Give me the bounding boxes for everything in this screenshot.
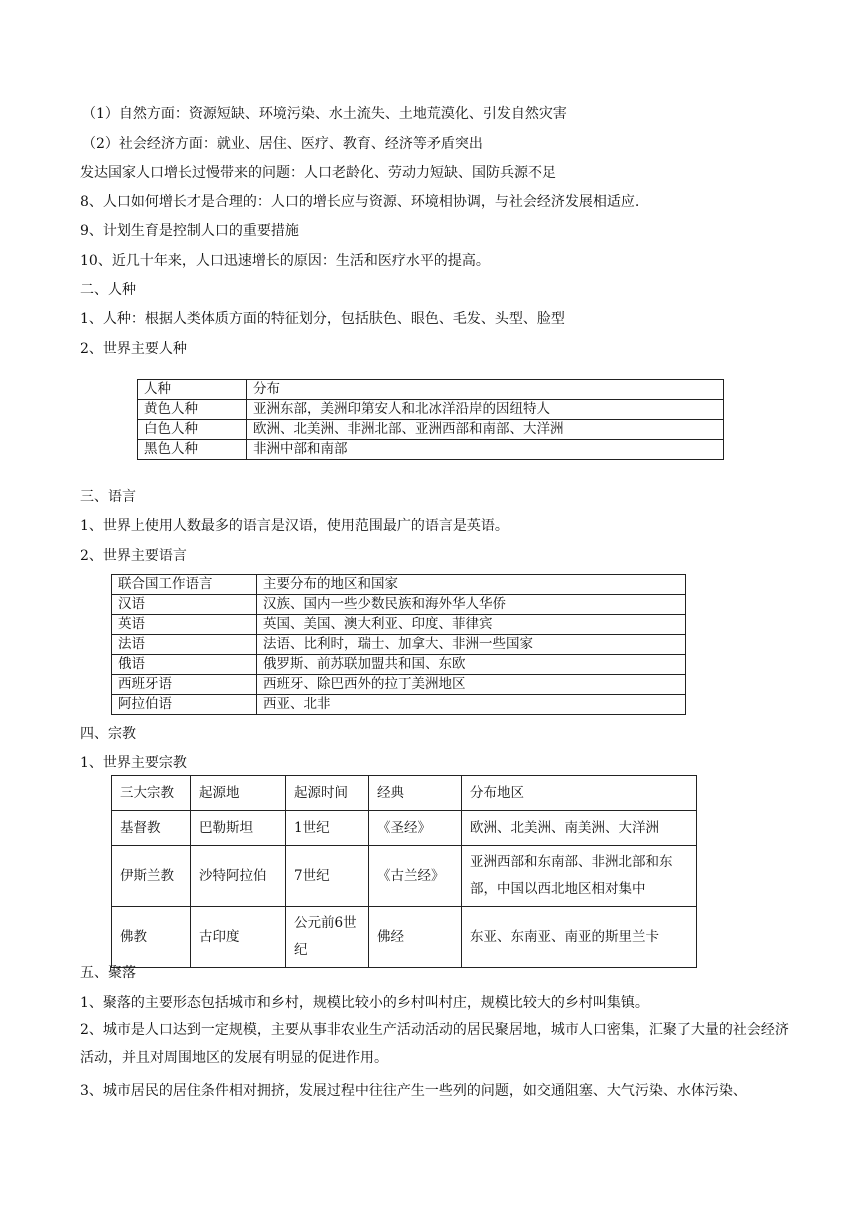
- table-cell: 西班牙、除巴西外的拉丁美洲地区: [257, 675, 686, 695]
- table-row: [112, 655, 686, 675]
- table-row: [138, 420, 724, 440]
- table-cell: 白色人种: [138, 420, 247, 440]
- language-table: [111, 574, 686, 715]
- section-heading: 五、聚落: [80, 965, 136, 981]
- table-cell: 黑色人种: [138, 440, 247, 460]
- table-cell: 非洲中部和南部: [247, 440, 724, 460]
- table-cell: 古印度: [191, 907, 286, 968]
- text-line: 9、计划生育是控制人口的重要措施: [80, 223, 299, 239]
- table-header-cell: 人种: [138, 380, 247, 400]
- table-row: [138, 440, 724, 460]
- table-cell: 亚洲东部，美洲印第安人和北冰洋沿岸的因纽特人: [247, 400, 724, 420]
- text-line: 1、人种：根据人类体质方面的特征划分，包括肤色、眼色、毛发、头型、脸型: [80, 311, 565, 327]
- table-cell: 《圣经》: [369, 811, 462, 846]
- table-row: [112, 846, 697, 907]
- text-line: 1、聚落的主要形态包括城市和乡村，规模比较小的乡村叫村庄，规模比较大的乡村叫集镇。: [80, 995, 649, 1011]
- table-row: [112, 695, 686, 715]
- table-header-row: [112, 776, 697, 811]
- table-row: [138, 400, 724, 420]
- text-line: （1）自然方面：资源短缺、环境污染、水土流失、土地荒漠化、引发自然灾害: [82, 106, 567, 122]
- table-cell: 沙特阿拉伯: [191, 846, 286, 907]
- table-row: [112, 595, 686, 615]
- table-cell: 佛教: [112, 907, 191, 968]
- text-line: 8、人口如何增长才是合理的：人口的增长应与资源、环境相协调，与社会经济发展相适应.: [80, 194, 640, 210]
- table-cell: 7世纪: [286, 846, 369, 907]
- text-paragraph: 2、城市是人口达到一定规模，主要从事非农业生产活动活动的居民聚居地，城市人口密集，汇聚了大量的社会经济活动，并且对周围地区的发展有明显的促进作用。: [80, 1022, 789, 1066]
- table-header-cell: 经典: [369, 776, 462, 811]
- table-header-row: [138, 380, 724, 400]
- table-cell: 汉族、国内一些少数民族和海外华人华侨: [257, 595, 686, 615]
- table-row: [112, 635, 686, 655]
- table-header-row: [112, 575, 686, 595]
- section-heading: 三、语言: [80, 489, 136, 505]
- table-cell: 法语: [112, 635, 257, 655]
- table-cell: 西亚、北非: [257, 695, 686, 715]
- text-line: 3、城市居民的居住条件相对拥挤，发展过程中往往产生一些列的问题，如交通阻塞、大气污染、水体污染、: [80, 1083, 747, 1099]
- table-row: [112, 675, 686, 695]
- text-line: 10、近几十年来，人口迅速增长的原因：生活和医疗水平的提高。: [80, 253, 490, 269]
- race-table: [137, 379, 724, 460]
- text-line: 1、世界上使用人数最多的语言是汉语，使用范围最广的语言是英语。: [80, 518, 509, 534]
- table-cell: 西班牙语: [112, 675, 257, 695]
- table-cell: 欧洲、北美洲、非洲北部、亚洲西部和南部、大洋洲: [247, 420, 724, 440]
- table-header-cell: 主要分布的地区和国家: [257, 575, 686, 595]
- table-header-cell: 分布: [247, 380, 724, 400]
- text-line: 2、世界主要语言: [80, 548, 187, 564]
- text-line: 发达国家人口增长过慢带来的问题：人口老龄化、劳动力短缺、国防兵源不足: [80, 165, 556, 181]
- table-cell: 公元前6世纪: [286, 907, 369, 968]
- text-line: 2、世界主要人种: [80, 341, 187, 357]
- table-cell: 阿拉伯语: [112, 695, 257, 715]
- table-header-cell: 起源地: [191, 776, 286, 811]
- table-cell: 英语: [112, 615, 257, 635]
- section-heading: 二、人种: [80, 282, 136, 298]
- table-header-cell: 联合国工作语言: [112, 575, 257, 595]
- table-cell: 巴勒斯坦: [191, 811, 286, 846]
- section-heading: 四、宗教: [80, 726, 136, 742]
- table-cell: 基督教: [112, 811, 191, 846]
- table-row: [112, 811, 697, 846]
- table-header-cell: 分布地区: [462, 776, 697, 811]
- text-line: 1、世界主要宗教: [80, 755, 187, 771]
- table-header-cell: 三大宗教: [112, 776, 191, 811]
- table-row: [112, 615, 686, 635]
- text-line: （2）社会经济方面：就业、居住、医疗、教育、经济等矛盾突出: [82, 136, 483, 152]
- table-cell: 欧洲、北美洲、南美洲、大洋洲: [462, 811, 697, 846]
- table-cell: 伊斯兰教: [112, 846, 191, 907]
- table-row: [112, 907, 697, 968]
- religion-table: [111, 775, 697, 968]
- table-cell: 俄语: [112, 655, 257, 675]
- table-cell: 法语、比利时，瑞士、加拿大、非洲一些国家: [257, 635, 686, 655]
- table-cell: 1世纪: [286, 811, 369, 846]
- table-cell: 黄色人种: [138, 400, 247, 420]
- table-cell: 《古兰经》: [369, 846, 462, 907]
- table-cell: 英国、美国、澳大利亚、印度、菲律宾: [257, 615, 686, 635]
- table-cell: 佛经: [369, 907, 462, 968]
- table-cell: 亚洲西部和东南部、非洲北部和东部，中国以西北地区相对集中: [462, 846, 697, 907]
- table-cell: 俄罗斯、前苏联加盟共和国、东欧: [257, 655, 686, 675]
- table-cell: 东亚、东南亚、南亚的斯里兰卡: [462, 907, 697, 968]
- table-header-cell: 起源时间: [286, 776, 369, 811]
- table-cell: 汉语: [112, 595, 257, 615]
